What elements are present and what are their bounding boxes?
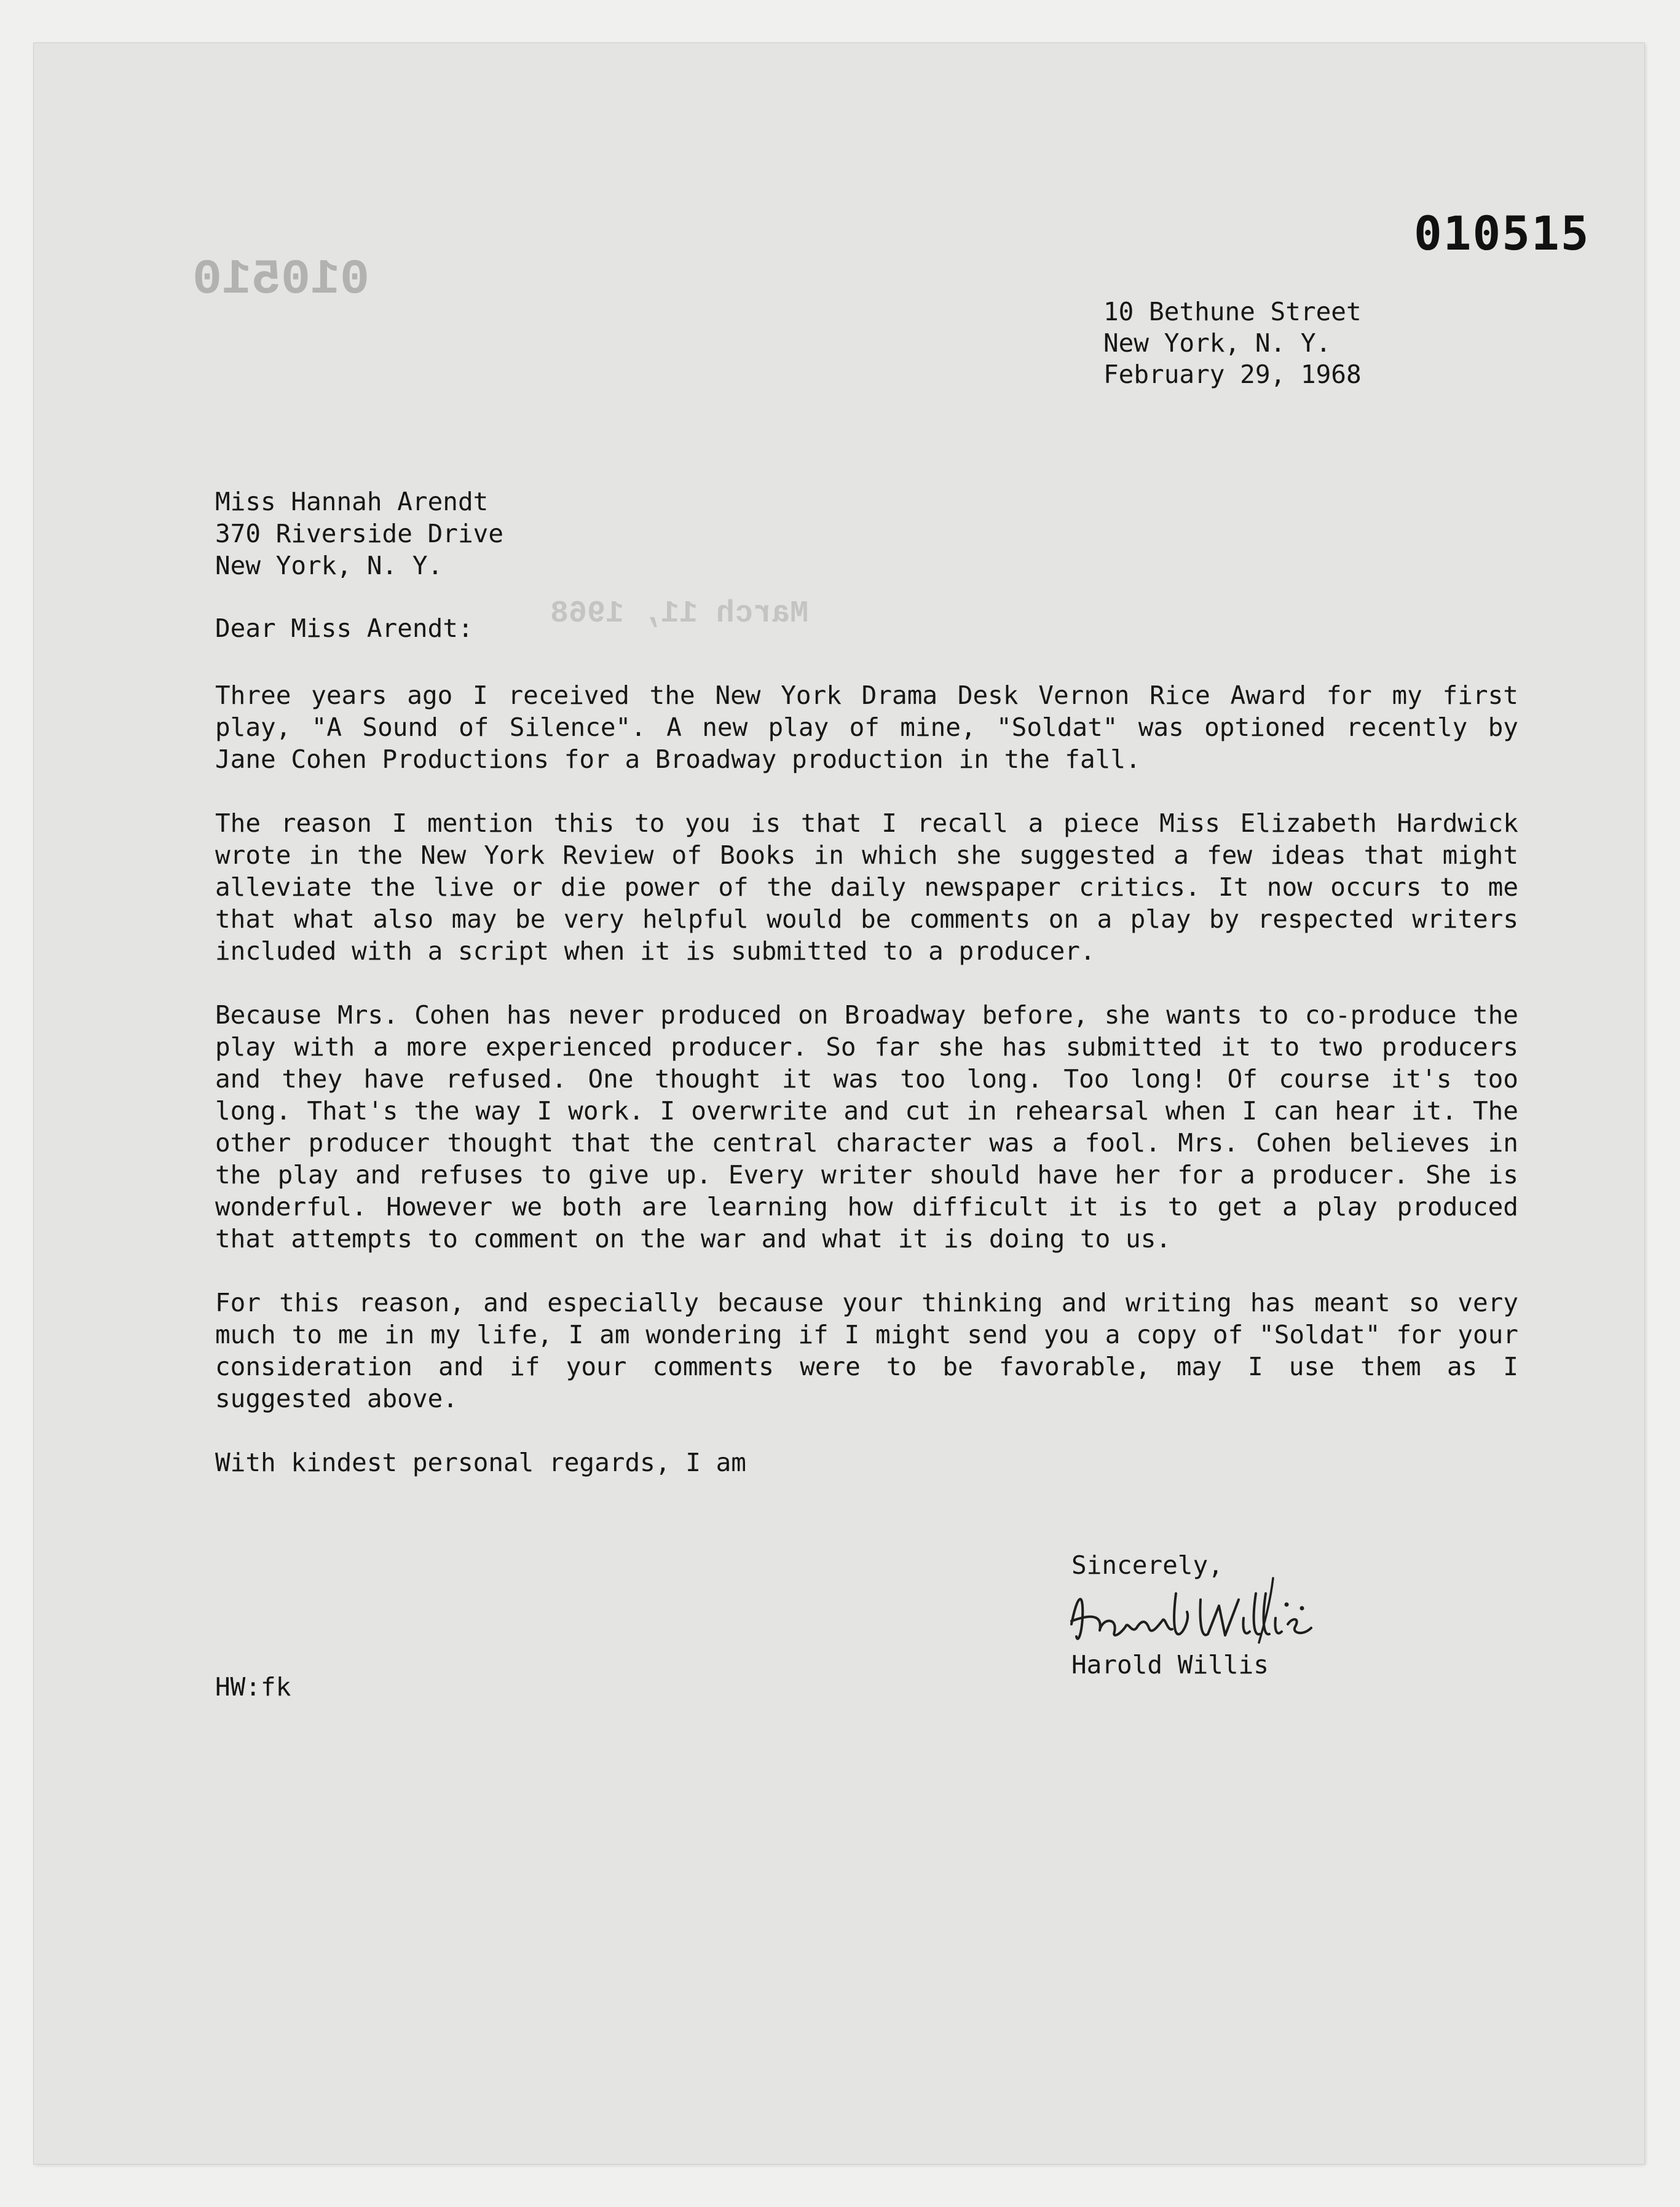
handwritten-signature: [1059, 1575, 1391, 1655]
recipient-name: Miss Hannah Arendt: [215, 487, 489, 516]
signature-block: [1071, 1549, 1416, 1684]
body-paragraph: For this reason, and especially because your thinking and writing has meant so very much to me in my life, I am wondering if I might send you a copy of "Soldat" for your consideration and if your comments were to be favorable, may I use them as I suggested above.: [215, 1288, 1518, 1413]
sender-street: 10 Bethune Street: [1103, 297, 1362, 326]
valediction: Sincerely,: [1071, 1550, 1223, 1580]
recipient-street: 370 Riverside Drive: [215, 519, 503, 548]
salutation: Dear Miss Arendt:: [215, 614, 473, 643]
typed-name: Harold Willis: [1071, 1650, 1269, 1680]
closing-line: With kindest personal regards, I am: [215, 1448, 746, 1477]
recipient-address: [215, 486, 503, 582]
letter-body: [215, 679, 1518, 1510]
letter-page: [34, 43, 1644, 2164]
sender-city: New York, N. Y.: [1103, 328, 1331, 358]
show-through-number: 010510: [192, 252, 370, 308]
document-number: 010515: [1414, 206, 1590, 261]
recipient-city: New York, N. Y.: [215, 551, 443, 580]
body-paragraph: Three years ago I received the New York Drama Desk Vernon Rice Award for my first play, "A Sound of Silence". A new play of mine, "Soldat" was optioned recently by Jane Cohen Productions for a Broadway production in the fall.: [215, 681, 1518, 774]
letter-date: February 29, 1968: [1103, 360, 1362, 389]
body-paragraph: Because Mrs. Cohen has never produced on Broadway before, she wants to co-produce the play with a more experienced producer. So far she has submitted it to two producers and they have refused. One thought it was too long. Too long! Of course it's too long. That's the way I work. I overwrite and cut in rehearsal when I can hear it. The other producer thought that the central character was a fool. Mrs. Cohen believes in the play and refuses to give up. Every writer should have her for a producer. She is wonderful. However we both are learning how difficult it is to get a play produced that attempts to comment on the war and what it is doing to us.: [215, 1000, 1518, 1254]
typist-initials: HW:fk: [215, 1672, 291, 1702]
show-through-date: March 11, 1968: [550, 596, 809, 631]
body-paragraph: The reason I mention this to you is that I recall a piece Miss Elizabeth Hardwick wrote in the New York Review of Books in which she suggested a few ideas that might alleviate the live or die power of the daily newspaper critics. It now occurs to me that what also may be very helpful would be comments on a play by respected writers included with a script when it is submitted to a producer.: [215, 808, 1518, 966]
sender-address: [1103, 296, 1362, 390]
